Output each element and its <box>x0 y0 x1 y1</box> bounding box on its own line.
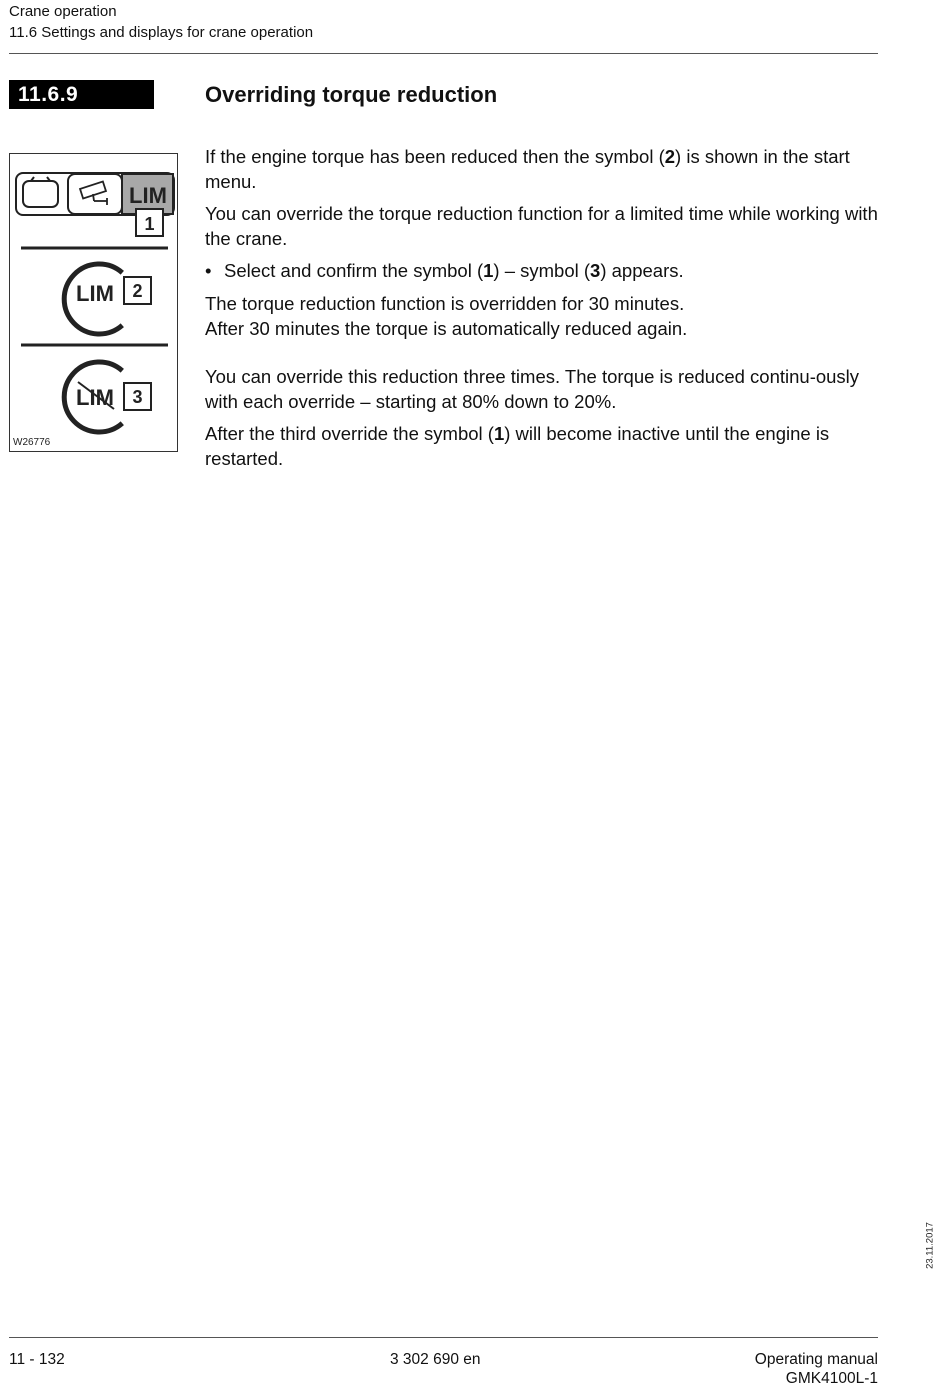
section-title: Overriding torque reduction <box>205 82 498 107</box>
figure-id: W26776 <box>13 437 51 448</box>
paragraph-overridden-duration: The torque reduction function is overridden for 30 minutes. After 30 minutes the torque is automatically reduced again. <box>205 293 688 339</box>
label-1: 1 <box>144 214 155 234</box>
paragraph-override-limited: You can override the torque reduction function for a limited time while working with the crane. <box>205 203 878 249</box>
section-number: 11.6.9 <box>9 80 154 109</box>
footer-manual: Operating manual <box>754 1351 878 1368</box>
lim-crossed-ring-icon <box>64 362 122 432</box>
bullet-select-symbol: • Select and confirm the symbol (1) – symbol (3) appears. <box>205 259 885 284</box>
footer-rule <box>9 1337 878 1338</box>
svg-text:LIM: LIM <box>76 385 114 410</box>
figure-graphic <box>10 154 179 453</box>
footer-model: GMK4100L-1 <box>785 1370 878 1387</box>
svg-text:LIM: LIM <box>76 281 114 306</box>
figure-torque-symbols <box>9 153 178 452</box>
label-3: 3 <box>132 387 143 407</box>
paragraph-three-times: You can override this reduction three times. The torque is reduced continu-ously with each override – starting at 80% down to 20%. <box>205 366 860 412</box>
paragraph-third-override: After the third override the symbol (1) will become inactive until the engine is restarted. <box>205 423 830 469</box>
label-2: 2 <box>132 281 143 301</box>
header-section: 11.6 Settings and displays for crane operation <box>9 24 314 41</box>
footer-page-number: 11 - 132 <box>9 1351 65 1368</box>
footer-doc-number: 3 302 690 en <box>390 1351 481 1368</box>
lim-ring-icon <box>64 264 122 334</box>
header-rule <box>9 53 878 54</box>
bullet-icon: • <box>205 260 212 281</box>
paragraph-symbol-shown: If the engine torque has been reduced then the symbol (2) is shown in the start menu. <box>205 146 850 192</box>
header-chapter: Crane operation <box>9 3 117 20</box>
lim-icon: LIM <box>129 183 167 208</box>
